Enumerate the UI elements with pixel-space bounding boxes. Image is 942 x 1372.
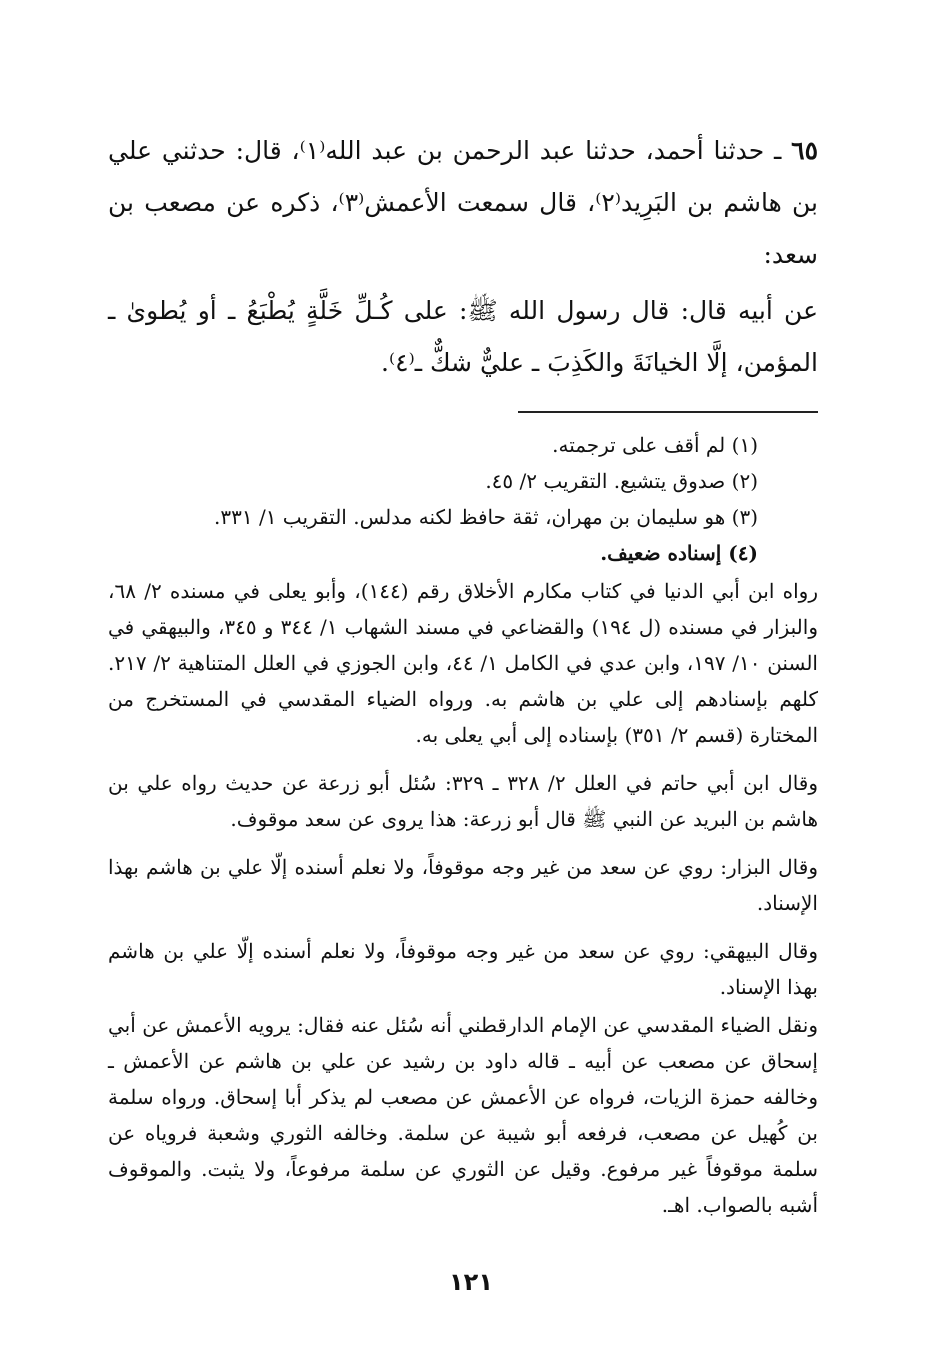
main-text [108,125,818,389]
footnote-2: (٢) صدوق يتشيع. التقريب ٢/ ٤٥. [485,469,758,493]
page-number: ١٢١ [449,1268,493,1296]
footnotes-section [108,427,818,1223]
footnote-3: (٣) هو سليمان بن مهران، ثقة حافظ لكنه مدلس. التقريب ١/ ٣٣١. [214,505,758,529]
hadith-matn: عن أبيه قال: قال رسول الله ﷺ: على كُـلِّ خَلَّةٍ يُطْبَعُ ـ أو يُطوىٰ ـ المؤمن، إلَّا الخيانَةَ والكَذِبَ ـ عليٌّ شكٌّ ـ⁽٤⁾. [108,296,818,377]
footnote-4: (٤) إسناده ضعيف. [600,541,758,565]
footnote-divider-wrap [108,393,818,427]
page-body [108,125,818,1223]
hadith-isnad [108,125,818,281]
commentary-paragraph-2: وقال ابن أبي حاتم في العلل ٢/ ٣٢٨ ـ ٣٢٩: سُئل أبو زرعة عن حديث رواه علي بن هاشم بن البريد عن النبي ﷺ قال أبو زرعة: هذا يروى عن سعد موقوف. [108,771,819,831]
commentary-paragraph-1: رواه ابن أبي الدنيا في كتاب مكارم الأخلاق رقم (١٤٤)، وأبو يعلى في مسنده ٢/ ٦٨، والبزار في مسنده (ل ١٩٤) والقضاعي في مسند الشهاب ١/ ٣٤٤ و ٣٤٥، والبيهقي في السنن ١٠/ ١٩٧، وابن عدي في الكامل ١/ ٤٤، وابن الجوزي في العلل المتناهية ٢/ ٢١٧. كلهم بإسنادهم إلى علي بن هاشم به. ورواه الضياء المقدسي في المستخرج من المختارة (قسم ٢/ ٣٥١) بإسناده إلى أبي يعلى به. [108,579,818,747]
commentary-paragraph-3: وقال البزار: روي عن سعد من غير وجه موقوفاً، ولا نعلم أسنده إلّا علي بن هاشم بهذا الإسناد. [108,855,818,915]
commentary-paragraph-4: وقال البيهقي: روي عن سعد من غير وجه موقوفاً، ولا نعلم أسنده إلّا علي بن هاشم بهذا الإسناد. [108,939,818,999]
isnad-text: ـ حدثنا أحمد، حدثنا عبد الرحمن بن عبد الله⁽١⁾، قال: حدثني علي بن هاشم بن البَرِيد⁽٢⁾، قال سمعت الأعمش⁽٣⁾، ذكره عن مصعب بن سعد: [108,136,818,269]
hadith-number: ٦٥ [791,136,819,165]
footnote-1: (١) لم أقف على ترجمته. [552,433,758,457]
commentary-paragraph-5: ونقل الضياء المقدسي عن الإمام الدارقطني أنه سُئل عنه فقال: يرويه الأعمش عن أبي إسحاق عن مصعب عن أبيه ـ قاله داود بن رشيد عن علي بن هاشم عن الأعمش ـ وخالفه حمزة الزيات، فرواه عن الأعمش عن مصعب لم يذكر أبا إسحاق. ورواه سلمة بن كُهيل عن مصعب، فرفعه أبو شيبة عن سلمة. وخالفه الثوري وشعبة فروياه عن سلمة موقوفاً غير مرفوع. وقيل عن الثوري عن سلمة مرفوعاً، ولا يثبت. والموقوف أشبه بالصواب. اهـ. [108,1013,818,1217]
footnote-divider [518,411,818,413]
